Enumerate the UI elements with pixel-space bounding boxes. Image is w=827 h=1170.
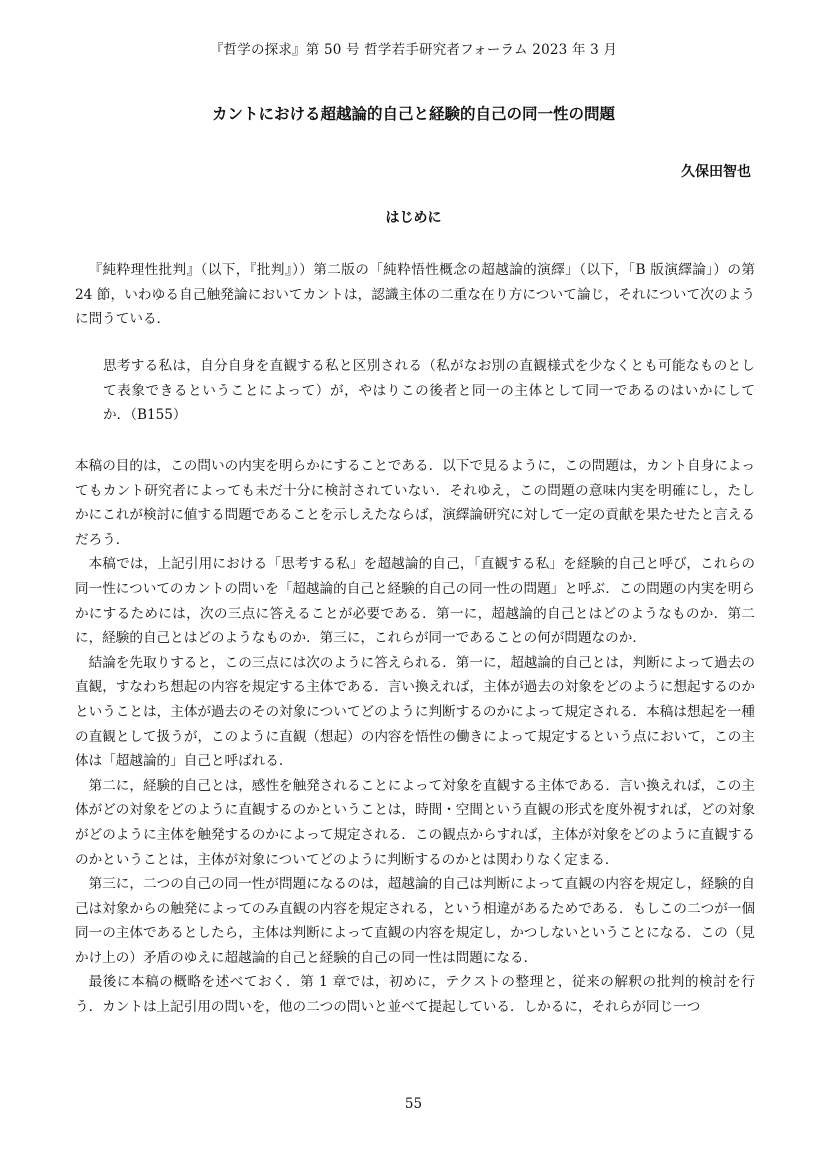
body-paragraph: 本稿では，上記引用における「思考する私」を超越論的自己，「直観する私」を経験的自己と呼び，これらの同一性についてのカントの問いを「超越論的自己と経験的自己の同一性の問題」と呼ぶ．この問題の内実を明らかにするためには，次の三点に答えることが必要である．第一に，超越論的自己とはどのようなものか．第二に，経験的自己とはどのようなものか．第三に，これらが同一であることの何が問題なのか． [75,556,755,647]
intro-paragraph-block [75,258,755,332]
block-quote: 思考する私は，自分自身を直観する私と区別される（私がなお別の直観様式を少なくとも可能なものとして表象できるということによって）が，やはりこの後者と同一の主体として同一であるのはいかにしてか．（B155） [103,358,755,424]
body-paragraph: 第三に，二つの自己の同一性が問題になるのは，超越論的自己は判断によって直観の内容を規定し，経験的自己は対象からの触発によってのみ直観の内容を規定される，という相違があるためである．もしこの二つが一個同一の主体であるとしたら，主体は判断によって直観の内容を規定し，かつしないということになる．この（見かけ上の）矛盾のゆえに超越論的自己と経験的自己の同一性は問題になる． [75,876,755,966]
section-heading: はじめに [385,210,442,226]
body-paragraphs [75,454,755,1020]
body-paragraph: 最後に本稿の概略を述べておく．第 1 章では，初めに，テクストの整理と，従来の解釈の批判的検討を行う．カントは上記引用の問いを，他の二つの問いと並べて提起している．しかるに，それらが同じ一つ [75,974,755,1016]
article-title: カントにおける超越論的自己と経験的自己の同一性の問題 [211,105,615,123]
body-paragraph: 本稿の目的は，この問いの内実を明らかにすることである．以下で見るように，この問題は，カント自身によってもカント研究者によっても未だ十分に検討されていない．それゆえ，この問題の意味内実を明確にし，たしかにこれが検討に値する問題であることを示しえたならば，演繹論研究に対して一定の貢献を果たせたと言えるだろう． [75,458,755,548]
page-number: 55 [404,1096,423,1112]
running-head: 『哲学の探求』第 50 号 哲学若手研究者フォーラム 2023 年 3 月 [209,42,618,58]
body-paragraph: 第二に，経験的自己とは，感性を触発されることによって対象を直観する主体である．言い換えれば，この主体がどの対象をどのように直観するのかということは，時間・空間という直観の形式を度外視すれば，どの対象がどのように主体を触発するのかによって規定される．この観点からすれば，主体が対象をどのように直観するのかということは，主体が対象についてどのように判断するのかとは関わりなく定まる． [75,777,755,868]
intro-paragraph: 『純粋理性批判』（以下，『批判』））第二版の「純粋悟性概念の超越論的演繹」（以下，「B 版演繹論」）の第 24 節，いわゆる自己触発論においてカントは，認識主体の二重な在り方について論じ，それについて次のように問うている． [75,262,755,328]
author-name: 久保田智也 [681,164,751,180]
body-paragraph: 結論を先取りすると，この三点には次のように答えられる．第一に，超越論的自己とは，判断によって過去の直観，すなわち想起の内容を規定する主体である．言い換えれば，主体が過去の対象をどのように想起するのかということは，主体が過去のその対象についてどのように判断するのかによって規定される．本稿は想起を一種の直観として扱うが，このように直観（想起）の内容を悟性の働きによって規定するという点において，この主体は「超越論的」自己と呼ばれる． [75,654,755,770]
